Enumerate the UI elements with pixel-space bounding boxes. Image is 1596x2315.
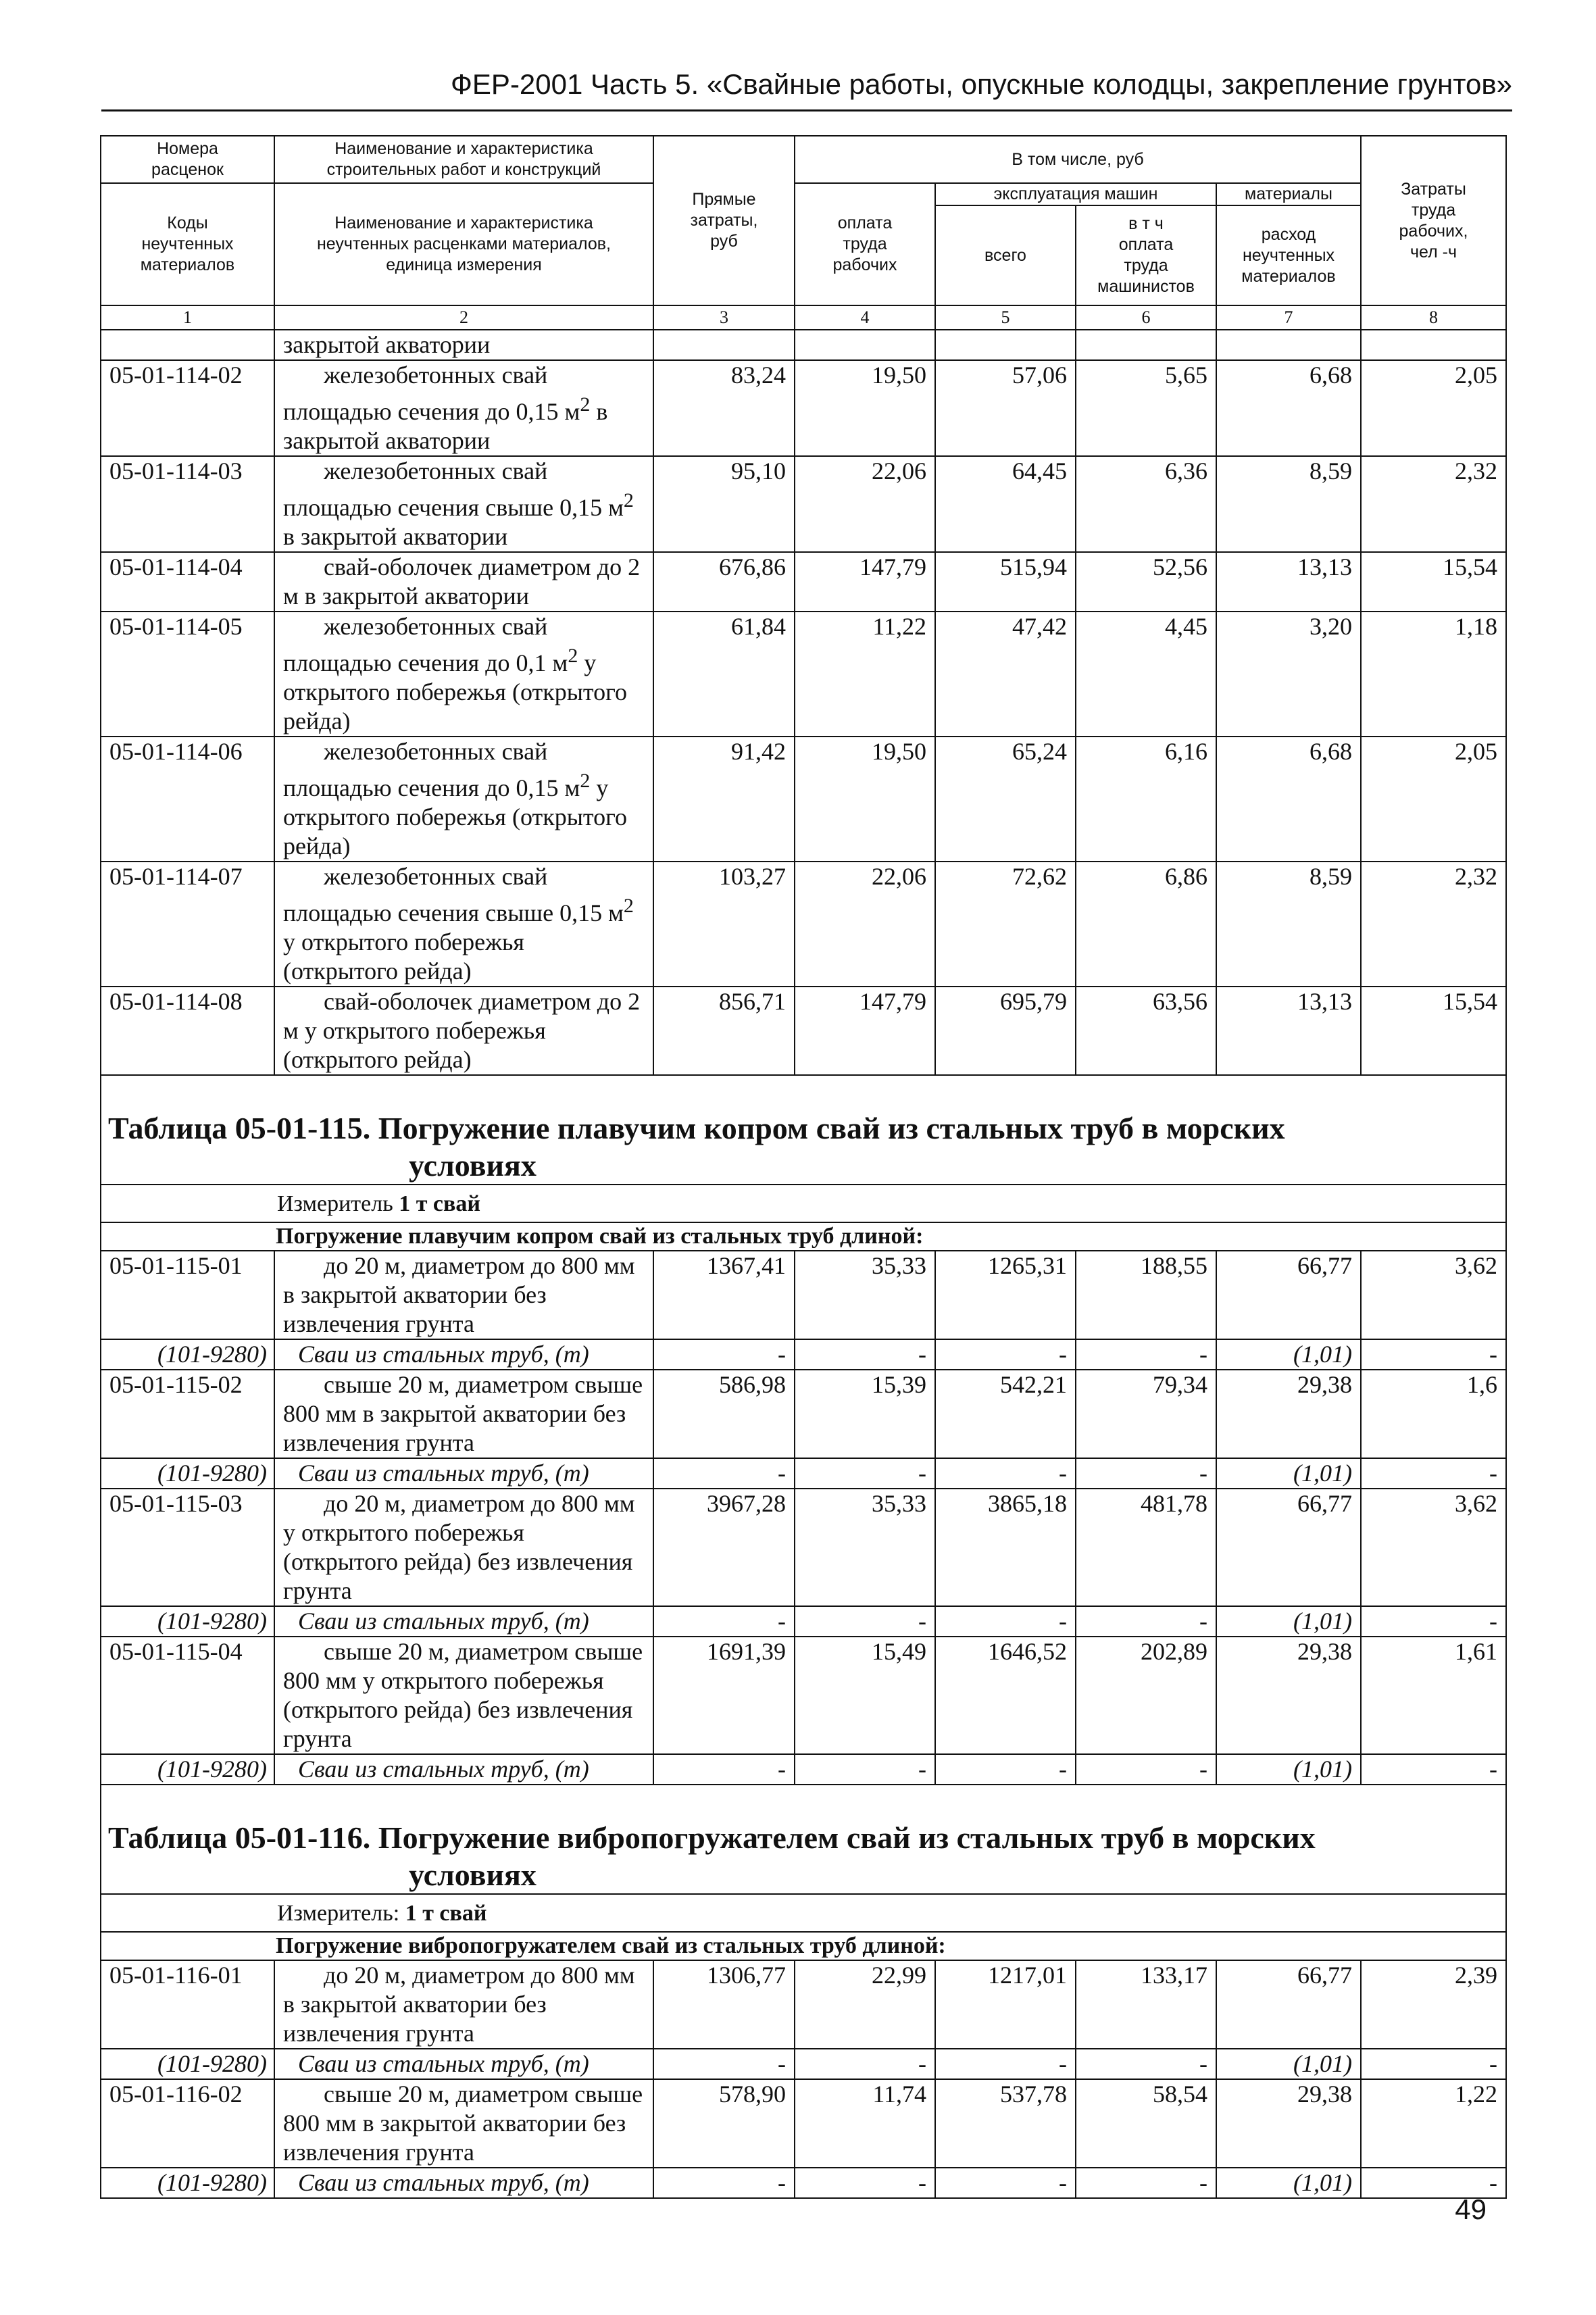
driver-labor-cost: 188,55 — [1076, 1251, 1216, 1339]
work-hours: 15,54 — [1361, 987, 1506, 1075]
labor-cost: - — [795, 2049, 935, 2079]
material-cost: 8,59 — [1216, 862, 1361, 987]
subheading-row — [101, 1932, 1506, 1960]
material-row — [101, 2168, 1506, 2198]
work-hours: - — [1361, 1339, 1506, 1370]
driver-labor-cost: 202,89 — [1076, 1637, 1216, 1754]
driver-labor-cost: 52,56 — [1076, 552, 1216, 612]
machine-cost: 1217,01 — [935, 1960, 1076, 2049]
direct-cost: - — [653, 2049, 795, 2079]
col-including-header: В том числе, руб — [795, 136, 1361, 183]
work-hours: - — [1361, 2049, 1506, 2079]
material-quantity: (1,01) — [1216, 2168, 1361, 2198]
material-code: (101-9280) — [101, 1339, 274, 1370]
material-cost: 6,68 — [1216, 360, 1361, 456]
rates-table — [100, 135, 1507, 2199]
machine-cost: - — [935, 2049, 1076, 2079]
work-hours: 2,05 — [1361, 737, 1506, 862]
material-code: (101-9280) — [101, 1606, 274, 1637]
material-cost: 66,77 — [1216, 1960, 1361, 2049]
direct-cost: 578,90 — [653, 2079, 795, 2168]
driver-labor-cost: - — [1076, 1754, 1216, 1785]
direct-cost: 1691,39 — [653, 1637, 795, 1754]
page-header: ФЕР-2001 Часть 5. «Свайные работы, опускные колодцы, закрепление грунтов» — [450, 68, 1512, 100]
material-name: Сваи из стальных труб, (т) — [274, 1754, 653, 1785]
material-cost: 66,77 — [1216, 1489, 1361, 1606]
machine-cost: - — [935, 1339, 1076, 1370]
material-row — [101, 1606, 1506, 1637]
machine-cost: - — [935, 1754, 1076, 1785]
work-hours: 3,62 — [1361, 1489, 1506, 1606]
table-row — [101, 456, 1506, 552]
driver-labor-cost: 58,54 — [1076, 2079, 1216, 2168]
work-hours: 2,39 — [1361, 1960, 1506, 2049]
material-quantity: (1,01) — [1216, 1458, 1361, 1489]
direct-cost: 95,10 — [653, 456, 795, 552]
table-row — [101, 1370, 1506, 1458]
material-code: (101-9280) — [101, 1754, 274, 1785]
material-code: (101-9280) — [101, 1458, 274, 1489]
machine-cost: 65,24 — [935, 737, 1076, 862]
driver-labor-cost: 79,34 — [1076, 1370, 1216, 1458]
header-row — [101, 136, 1506, 183]
column-number: 4 — [795, 305, 935, 330]
table-row — [101, 987, 1506, 1075]
labor-cost: 11,74 — [795, 2079, 935, 2168]
col-machines-header: эксплуатация машин — [935, 183, 1216, 205]
col-materials-header: материалы — [1216, 183, 1361, 205]
rate-code: 05-01-114-04 — [101, 552, 274, 612]
col-code-header: Номера расценок — [101, 136, 274, 183]
work-hours: - — [1361, 1754, 1506, 1785]
work-hours: 3,62 — [1361, 1251, 1506, 1339]
driver-labor-cost: - — [1076, 2168, 1216, 2198]
machine-cost: - — [935, 1606, 1076, 1637]
direct-cost: 856,71 — [653, 987, 795, 1075]
subheading: Погружение вибропогружателем свай из стальных труб длиной: — [101, 1932, 1506, 1960]
driver-labor-cost: - — [1076, 1458, 1216, 1489]
col-labor-header: оплата труда рабочих — [795, 183, 935, 305]
driver-labor-cost: 481,78 — [1076, 1489, 1216, 1606]
direct-cost: 61,84 — [653, 612, 795, 737]
table-row — [101, 612, 1506, 737]
labor-cost: 35,33 — [795, 1489, 935, 1606]
direct-cost: - — [653, 1754, 795, 1785]
work-hours: 1,18 — [1361, 612, 1506, 737]
col-name-sub-header: Наименование и характеристика неучтенных расценками материалов, единица измерения — [274, 183, 653, 305]
col-direct-header: Прямые затраты, руб — [653, 136, 795, 305]
labor-cost: 147,79 — [795, 987, 935, 1075]
machine-cost: 1646,52 — [935, 1637, 1076, 1754]
rate-name: железобетонных свай площадью сечения до 0,1 $м^2$ у открытого побережья (открытого рейда) — [274, 612, 653, 737]
work-hours: 2,32 — [1361, 456, 1506, 552]
rate-name: свыше 20 м, диаметром свыше 800 мм у открытого побережья (открытого рейда) без извлечения грунта — [274, 1637, 653, 1754]
table-title-row — [101, 1785, 1506, 1894]
rate-code: 05-01-116-01 — [101, 1960, 274, 2049]
material-quantity: (1,01) — [1216, 2049, 1361, 2079]
table-row — [101, 1489, 1506, 1606]
table-row — [101, 1960, 1506, 2049]
material-name: Сваи из стальных труб, (т) — [274, 2049, 653, 2079]
material-cost: 29,38 — [1216, 1370, 1361, 1458]
rate-name: свыше 20 м, диаметром свыше 800 мм в закрытой акватории без извлечения грунта — [274, 1370, 653, 1458]
table-title: Таблица 05-01-115. Погружение плавучим копром свай из стальных труб в морских условиях — [101, 1075, 1506, 1185]
material-cost: 29,38 — [1216, 1637, 1361, 1754]
work-hours: 1,22 — [1361, 2079, 1506, 2168]
direct-cost: 1306,77 — [653, 1960, 795, 2049]
col-work-header: Затраты труда рабочих, чел -ч — [1361, 136, 1506, 305]
work-hours: 1,6 — [1361, 1370, 1506, 1458]
driver-labor-cost: 4,45 — [1076, 612, 1216, 737]
material-code: (101-9280) — [101, 2049, 274, 2079]
measure-unit: Измеритель: 1 т свай — [101, 1894, 1506, 1932]
labor-cost: 22,06 — [795, 862, 935, 987]
driver-labor-cost: - — [1076, 2049, 1216, 2079]
machine-cost: 47,42 — [935, 612, 1076, 737]
driver-labor-cost: 6,16 — [1076, 737, 1216, 862]
material-row — [101, 1754, 1506, 1785]
work-hours: - — [1361, 1606, 1506, 1637]
direct-cost: 103,27 — [653, 862, 795, 987]
labor-cost: - — [795, 2168, 935, 2198]
col-name-header: Наименование и характеристика строительных работ и конструкций — [274, 136, 653, 183]
rate-name: железобетонных свай площадью сечения свыше 0,15 $м^2$ в закрытой акватории — [274, 456, 653, 552]
col-machine-total-header: всего — [935, 205, 1076, 305]
rate-code: 05-01-114-02 — [101, 360, 274, 456]
direct-cost: 1367,41 — [653, 1251, 795, 1339]
labor-cost: 147,79 — [795, 552, 935, 612]
column-number: 3 — [653, 305, 795, 330]
column-number-row — [101, 305, 1506, 330]
material-cost: 13,13 — [1216, 552, 1361, 612]
table-row — [101, 1637, 1506, 1754]
rate-name: до 20 м, диаметром до 800 мм у открытого побережья (открытого рейда) без извлечения грунта — [274, 1489, 653, 1606]
rate-code: 05-01-115-02 — [101, 1370, 274, 1458]
material-row — [101, 1339, 1506, 1370]
rate-code: 05-01-114-06 — [101, 737, 274, 862]
material-name: Сваи из стальных труб, (т) — [274, 1339, 653, 1370]
direct-cost: - — [653, 1339, 795, 1370]
table-row — [101, 552, 1506, 612]
material-row — [101, 2049, 1506, 2079]
measure-unit: Измеритель 1 т свай — [101, 1185, 1506, 1222]
subheading: Погружение плавучим копром свай из стальных труб длиной: — [101, 1222, 1506, 1251]
rate-code: 05-01-114-05 — [101, 612, 274, 737]
machine-cost: - — [935, 2168, 1076, 2198]
col-driver-labor-header: в т ч оплата труда машинистов — [1076, 205, 1216, 305]
machine-cost: 695,79 — [935, 987, 1076, 1075]
rate-name: свай-оболочек диаметром до 2 м в закрытой акватории — [274, 552, 653, 612]
labor-cost: 15,39 — [795, 1370, 935, 1458]
driver-labor-cost: 5,65 — [1076, 360, 1216, 456]
col-material-use-header: расход неучтенных материалов — [1216, 205, 1361, 305]
material-cost: 66,77 — [1216, 1251, 1361, 1339]
driver-labor-cost: 6,86 — [1076, 862, 1216, 987]
column-number: 8 — [1361, 305, 1506, 330]
direct-cost: 3967,28 — [653, 1489, 795, 1606]
machine-cost: 515,94 — [935, 552, 1076, 612]
column-number: 6 — [1076, 305, 1216, 330]
machine-cost: 542,21 — [935, 1370, 1076, 1458]
machine-cost: 537,78 — [935, 2079, 1076, 2168]
labor-cost: - — [795, 1458, 935, 1489]
labor-cost: 35,33 — [795, 1251, 935, 1339]
direct-cost: 586,98 — [653, 1370, 795, 1458]
table-row — [101, 360, 1506, 456]
labor-cost: 19,50 — [795, 360, 935, 456]
labor-cost: 15,49 — [795, 1637, 935, 1754]
machine-cost: 3865,18 — [935, 1489, 1076, 1606]
material-code: (101-9280) — [101, 2168, 274, 2198]
material-cost: 8,59 — [1216, 456, 1361, 552]
machine-cost: 57,06 — [935, 360, 1076, 456]
subheading-row — [101, 1222, 1506, 1251]
material-cost: 6,68 — [1216, 737, 1361, 862]
rate-code: 05-01-114-08 — [101, 987, 274, 1075]
rate-code: 05-01-116-02 — [101, 2079, 274, 2168]
column-number: 2 — [274, 305, 653, 330]
measure-row — [101, 1894, 1506, 1932]
direct-cost: - — [653, 1606, 795, 1637]
machine-cost: 64,45 — [935, 456, 1076, 552]
machine-cost: 1265,31 — [935, 1251, 1076, 1339]
material-quantity: (1,01) — [1216, 1339, 1361, 1370]
rate-code: 05-01-114-07 — [101, 862, 274, 987]
rate-code: 05-01-115-03 — [101, 1489, 274, 1606]
header-row — [101, 183, 1506, 205]
machine-cost: 72,62 — [935, 862, 1076, 987]
material-cost: 3,20 — [1216, 612, 1361, 737]
rate-name: до 20 м, диаметром до 800 мм в закрытой акватории без извлечения грунта — [274, 1251, 653, 1339]
table-row — [101, 862, 1506, 987]
driver-labor-cost: - — [1076, 1606, 1216, 1637]
material-quantity: (1,01) — [1216, 1754, 1361, 1785]
rate-name: закрытой акватории — [274, 330, 653, 360]
table-row — [101, 2079, 1506, 2168]
direct-cost: - — [653, 2168, 795, 2198]
rate-code: 05-01-115-04 — [101, 1637, 274, 1754]
table-row — [101, 1251, 1506, 1339]
work-hours: - — [1361, 2168, 1506, 2198]
work-hours: 1,61 — [1361, 1637, 1506, 1754]
labor-cost: 22,99 — [795, 1960, 935, 2049]
rate-name: свай-оболочек диаметром до 2 м у открытого побережья (открытого рейда) — [274, 987, 653, 1075]
rate-name: железобетонных свай площадью сечения до 0,15 $м^2$ в закрытой акватории — [274, 360, 653, 456]
driver-labor-cost: 63,56 — [1076, 987, 1216, 1075]
direct-cost: 676,86 — [653, 552, 795, 612]
table-row — [101, 330, 1506, 360]
direct-cost: - — [653, 1458, 795, 1489]
measure-row — [101, 1185, 1506, 1222]
work-hours: - — [1361, 1458, 1506, 1489]
driver-labor-cost: - — [1076, 1339, 1216, 1370]
rate-name: до 20 м, диаметром до 800 мм в закрытой акватории без извлечения грунта — [274, 1960, 653, 2049]
machine-cost: - — [935, 1458, 1076, 1489]
material-cost: 13,13 — [1216, 987, 1361, 1075]
labor-cost: 19,50 — [795, 737, 935, 862]
column-number: 1 — [101, 305, 274, 330]
rate-code: 05-01-115-01 — [101, 1251, 274, 1339]
rate-name: железобетонных свай площадью сечения до 0,15 $м^2$ у открытого побережья (открытого рейда) — [274, 737, 653, 862]
labor-cost: 11,22 — [795, 612, 935, 737]
labor-cost: - — [795, 1606, 935, 1637]
column-number: 7 — [1216, 305, 1361, 330]
material-cost: 29,38 — [1216, 2079, 1361, 2168]
material-name: Сваи из стальных труб, (т) — [274, 1606, 653, 1637]
driver-labor-cost: 133,17 — [1076, 1960, 1216, 2049]
table-title-row — [101, 1075, 1506, 1185]
rate-code: 05-01-114-03 — [101, 456, 274, 552]
direct-cost: 83,24 — [653, 360, 795, 456]
rate-name: железобетонных свай площадью сечения свыше 0,15 $м^2$ у открытого побережья (открытого рейда) — [274, 862, 653, 987]
work-hours: 15,54 — [1361, 552, 1506, 612]
material-quantity: (1,01) — [1216, 1606, 1361, 1637]
driver-labor-cost: 6,36 — [1076, 456, 1216, 552]
page-number: 49 — [1455, 2193, 1487, 2225]
col-code-sub-header: Коды неучтенных материалов — [101, 183, 274, 305]
table-title: Таблица 05-01-116. Погружение вибропогружателем свай из стальных труб в морских условиях — [101, 1785, 1506, 1894]
work-hours: 2,05 — [1361, 360, 1506, 456]
labor-cost: - — [795, 1339, 935, 1370]
table-row — [101, 737, 1506, 862]
work-hours: 2,32 — [1361, 862, 1506, 987]
column-number: 5 — [935, 305, 1076, 330]
labor-cost: 22,06 — [795, 456, 935, 552]
header-rule — [101, 109, 1512, 111]
labor-cost: - — [795, 1754, 935, 1785]
material-name: Сваи из стальных труб, (т) — [274, 2168, 653, 2198]
material-name: Сваи из стальных труб, (т) — [274, 1458, 653, 1489]
direct-cost: 91,42 — [653, 737, 795, 862]
rate-name: свыше 20 м, диаметром свыше 800 мм в закрытой акватории без извлечения грунта — [274, 2079, 653, 2168]
material-row — [101, 1458, 1506, 1489]
